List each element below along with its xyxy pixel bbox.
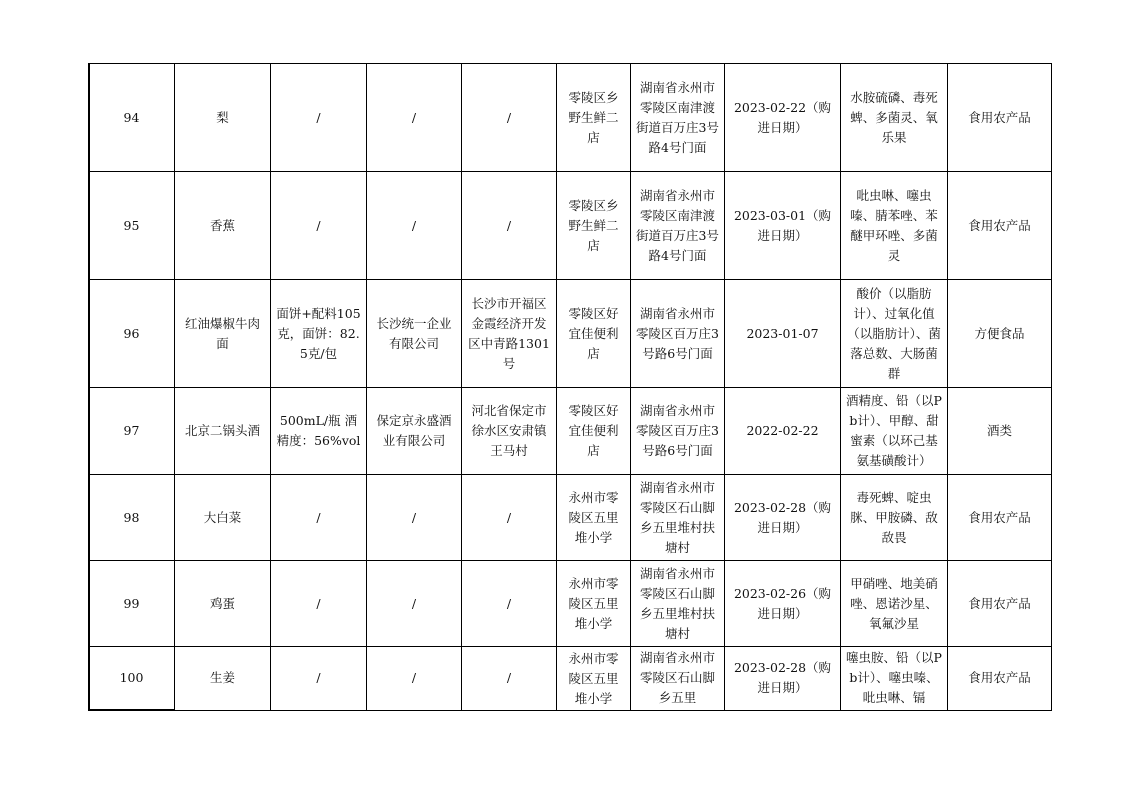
- cell-seller: 零陵区好宜佳便利店: [557, 388, 631, 475]
- cell-seller: 零陵区乡野生鲜二店: [557, 64, 631, 172]
- table-row: [89, 64, 1052, 172]
- cell-no: 94: [89, 64, 175, 172]
- cell-category: 食用农产品: [948, 172, 1052, 280]
- cell-seller-addr-text: 湖南省永州市零陵区石山脚乡五里: [639, 650, 715, 705]
- cell-category: 食用农产品: [948, 561, 1052, 647]
- table-row: [89, 475, 1052, 561]
- cell-category: 方便食品: [948, 280, 1052, 388]
- cell-seller-addr: 湖南省永州市零陵区南津渡街道百万庄3号路4号门面: [631, 172, 725, 280]
- cell-no: 98: [89, 475, 175, 561]
- cell-items: 酸价（以脂肪计）、过氧化值（以脂肪计）、菌落总数、大肠菌群: [841, 280, 948, 388]
- cell-no: 97: [89, 388, 175, 475]
- cell-producer: 保定京永盛酒业有限公司: [367, 388, 462, 475]
- cell-seller-addr: 湖南省永州市零陵区百万庄3号路6号门面: [631, 388, 725, 475]
- cell-date: 2023-02-28（购进日期）: [725, 475, 841, 561]
- cell-items: 酒精度、铅（以Pb计）、甲醇、甜蜜素（以环己基氨基磺酸计）: [841, 388, 948, 475]
- cell-producer: /: [367, 475, 462, 561]
- table-row: [89, 172, 1052, 280]
- cell-producer-addr: /: [462, 475, 557, 561]
- cell-spec: /: [271, 172, 367, 280]
- cell-items: 水胺硫磷、毒死蜱、多菌灵、氧乐果: [841, 64, 948, 172]
- cell-seller-addr: [631, 647, 725, 711]
- cell-items: [841, 647, 948, 711]
- cell-name: 红油爆椒牛肉面: [175, 280, 271, 388]
- cell-spec: /: [271, 647, 367, 711]
- cell-date: 2023-01-07: [725, 280, 841, 388]
- cell-producer-addr: /: [462, 172, 557, 280]
- cell-seller: 零陵区乡野生鲜二店: [557, 172, 631, 280]
- cell-seller-addr: 湖南省永州市零陵区石山脚乡五里堆村扶塘村: [631, 561, 725, 647]
- cell-producer: /: [367, 561, 462, 647]
- cell-date: 2023-02-22（购进日期）: [725, 64, 841, 172]
- table-row: [89, 647, 1052, 711]
- cell-spec: /: [271, 561, 367, 647]
- cell-no: 96: [89, 280, 175, 388]
- cell-name: 梨: [175, 64, 271, 172]
- inspection-table: [88, 63, 1052, 711]
- cell-spec: /: [271, 475, 367, 561]
- cell-date: 2023-03-01（购进日期）: [725, 172, 841, 280]
- cell-items: 毒死蜱、啶虫脒、甲胺磷、敌敌畏: [841, 475, 948, 561]
- cell-producer: /: [367, 647, 462, 711]
- cell-category: 食用农产品: [948, 475, 1052, 561]
- cell-name: 香蕉: [175, 172, 271, 280]
- cell-seller-text: 永州市零陵区五里堆小学: [568, 651, 619, 706]
- cell-name: 生姜: [175, 647, 271, 711]
- cell-seller: [557, 647, 631, 711]
- cell-seller-addr: 湖南省永州市零陵区南津渡街道百万庄3号路4号门面: [631, 64, 725, 172]
- cell-seller: 零陵区好宜佳便利店: [557, 280, 631, 388]
- cell-date: 2023-02-28（购进日期）: [725, 647, 841, 711]
- cell-spec: /: [271, 64, 367, 172]
- cell-seller: 永州市零陵区五里堆小学: [557, 561, 631, 647]
- cell-name: 北京二锅头酒: [175, 388, 271, 475]
- inspection-table-container: [88, 63, 1052, 711]
- cell-date: 2023-02-26（购进日期）: [725, 561, 841, 647]
- cell-seller-addr: 湖南省永州市零陵区石山脚乡五里堆村扶塘村: [631, 475, 725, 561]
- cell-producer: 长沙统一企业有限公司: [367, 280, 462, 388]
- cell-producer: /: [367, 64, 462, 172]
- cell-producer-addr: 河北省保定市徐水区安肃镇王马村: [462, 388, 557, 475]
- cell-seller: 永州市零陵区五里堆小学: [557, 475, 631, 561]
- cell-name: 大白菜: [175, 475, 271, 561]
- cell-producer-addr: 长沙市开福区金霞经济开发区中青路1301号: [462, 280, 557, 388]
- cell-spec: 500mL/瓶 酒精度：56%vol: [271, 388, 367, 475]
- cell-items-text: 噻虫胺、铅（以Pb计）、噻虫嗪、吡虫啉、镉: [846, 650, 942, 705]
- cell-name: 鸡蛋: [175, 561, 271, 647]
- cell-items: 甲硝唑、地美硝唑、恩诺沙星、氧氟沙星: [841, 561, 948, 647]
- cell-category: 酒类: [948, 388, 1052, 475]
- table-row: [89, 561, 1052, 647]
- cell-no: 100: [89, 647, 175, 711]
- cell-producer-addr: /: [462, 64, 557, 172]
- cell-category: 食用农产品: [948, 64, 1052, 172]
- cell-no: 99: [89, 561, 175, 647]
- cell-category: 食用农产品: [948, 647, 1052, 711]
- cell-producer-addr: /: [462, 561, 557, 647]
- cell-no: 95: [89, 172, 175, 280]
- table-row: [89, 280, 1052, 388]
- cell-seller-addr: 湖南省永州市零陵区百万庄3号路6号门面: [631, 280, 725, 388]
- cell-spec: 面饼+配料105克，面饼：82.5克/包: [271, 280, 367, 388]
- cell-date: 2022-02-22: [725, 388, 841, 475]
- cell-producer: /: [367, 172, 462, 280]
- cell-producer-addr: /: [462, 647, 557, 711]
- table-row: [89, 388, 1052, 475]
- table-bottom-rule: [88, 709, 174, 711]
- cell-items: 吡虫啉、噻虫嗪、腈苯唑、苯醚甲环唑、多菌灵: [841, 172, 948, 280]
